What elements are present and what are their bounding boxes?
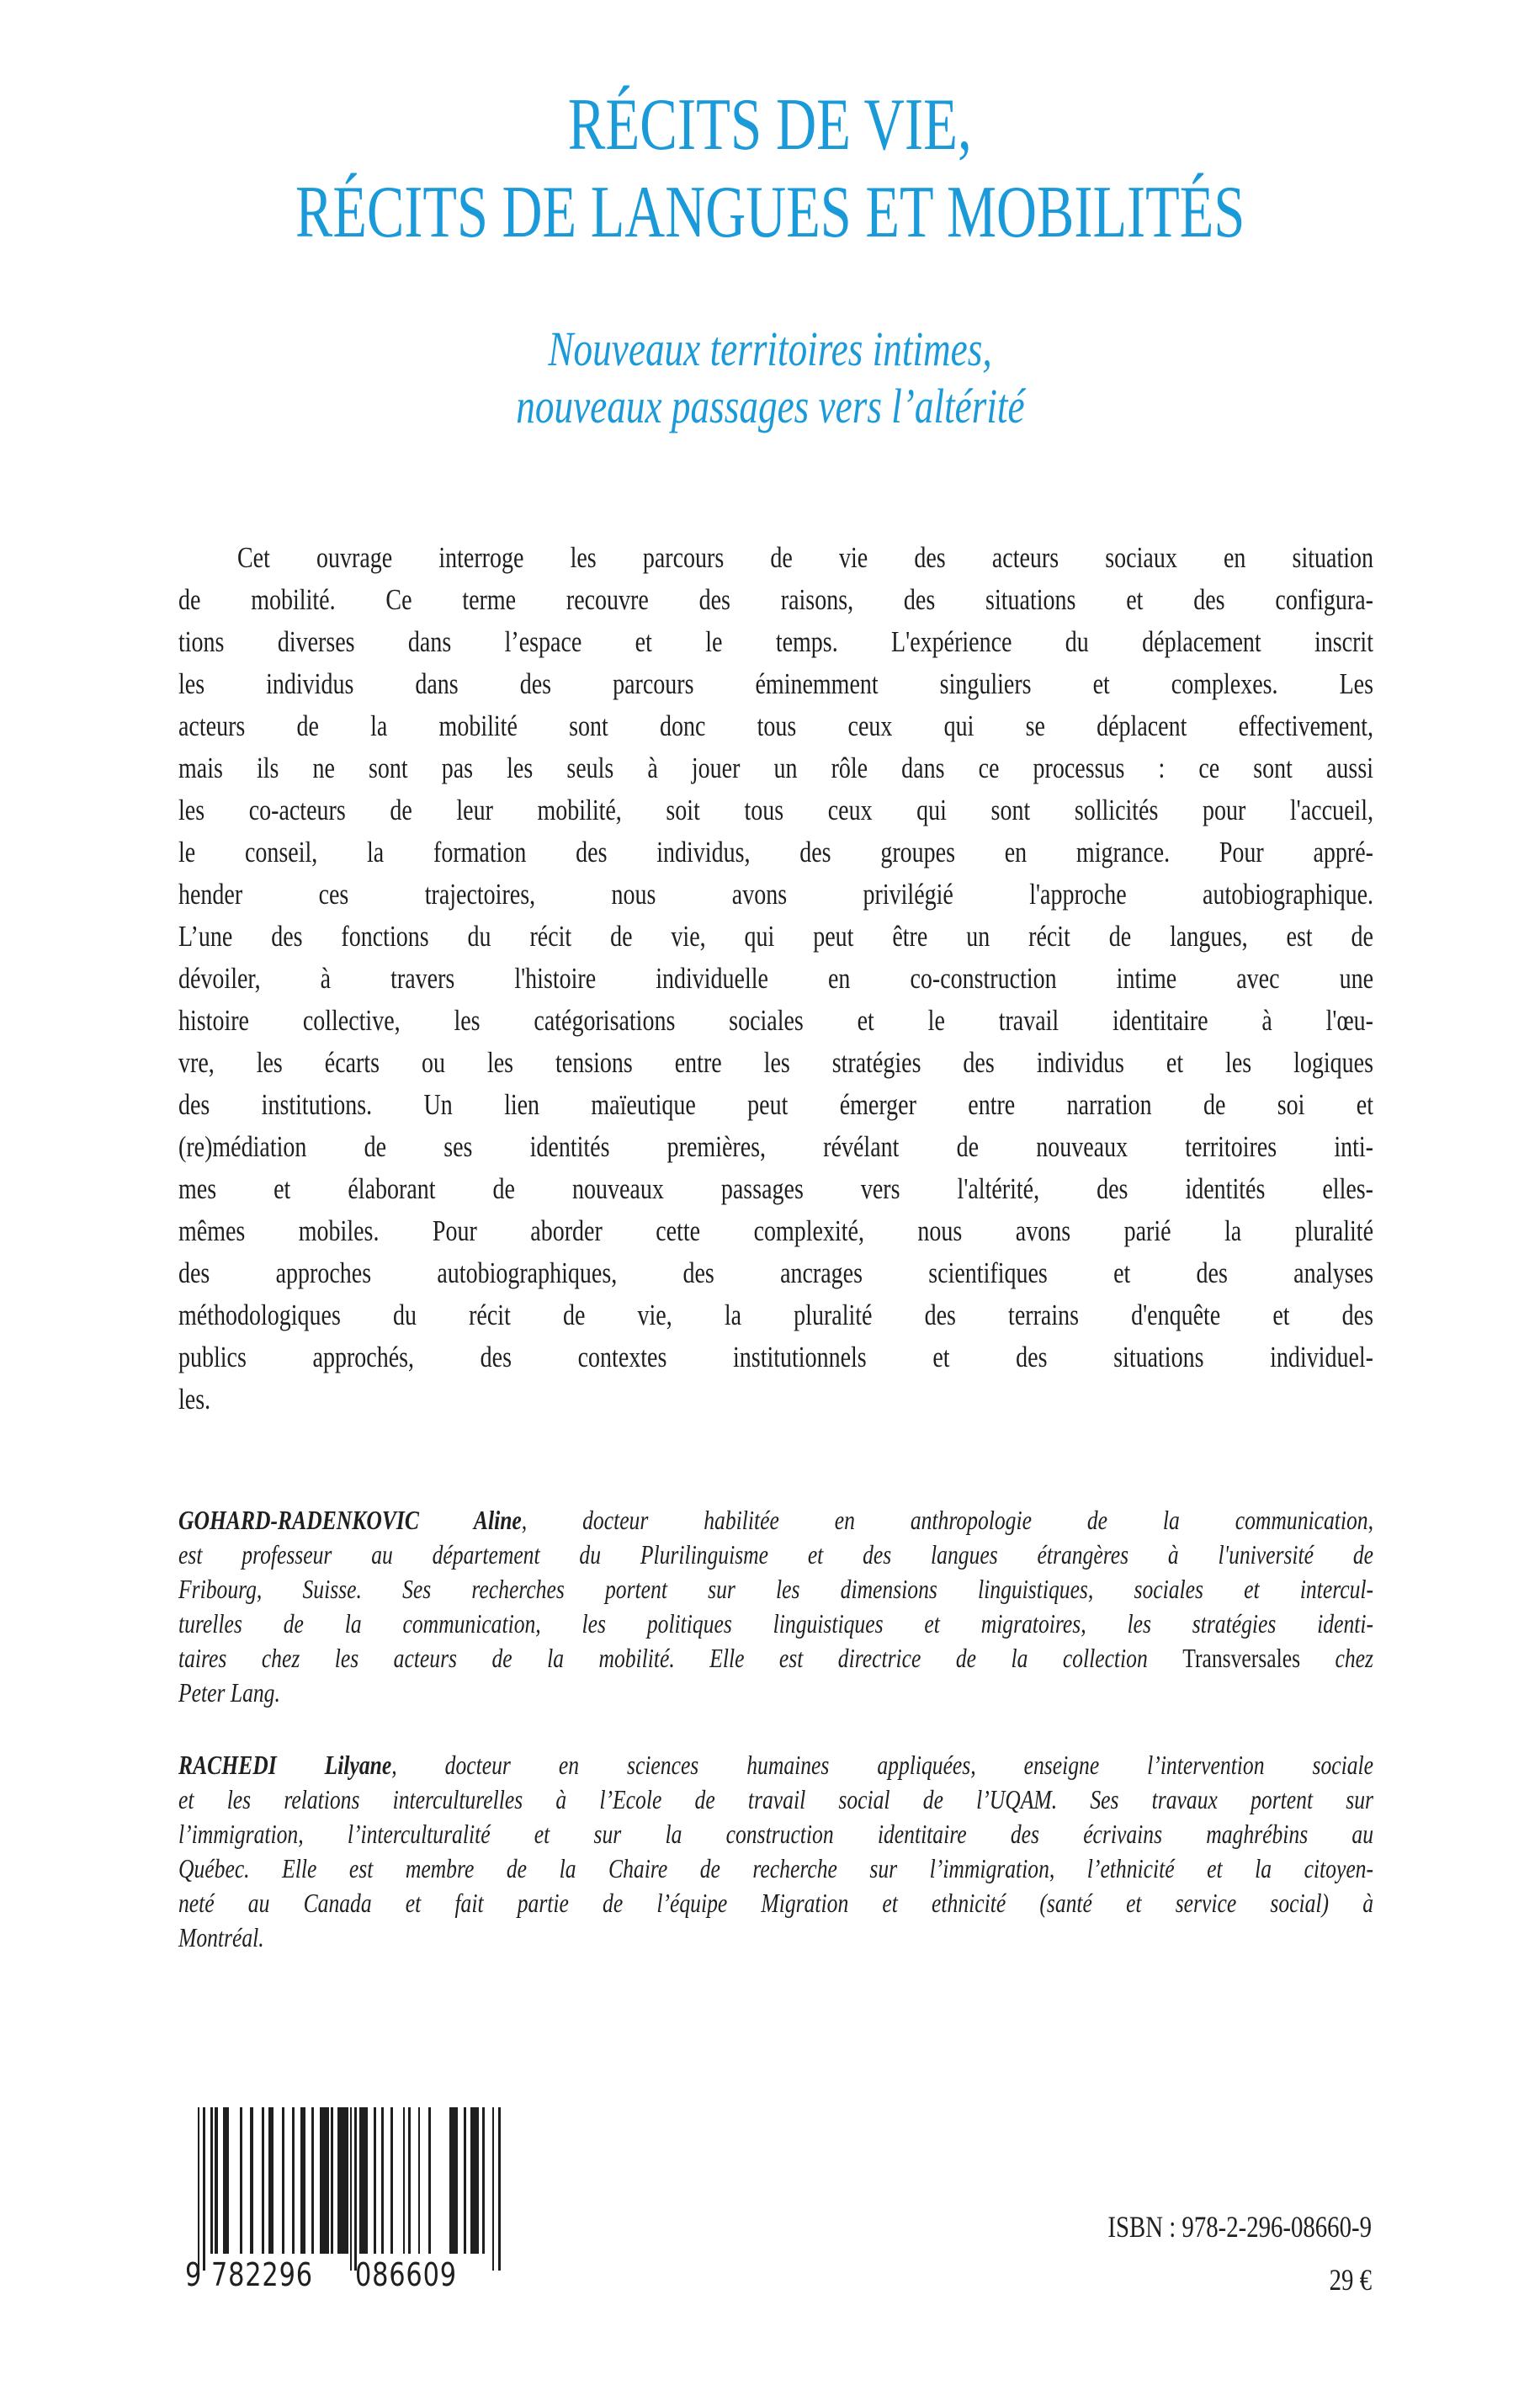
- summary-line: dévoiler, à travers l'histoire individuelle en co-construction intime avec une: [178, 962, 1373, 995]
- summary-line: le conseil, la formation des individus, des groupes en migrance. Pour appré-: [178, 836, 1373, 868]
- summary-line: des institutions. Un lien maïeutique peut émerger entre narration de soi et: [178, 1088, 1373, 1121]
- summary-line: mêmes mobiles. Pour aborder cette complexité, nous avons parié la pluralité: [178, 1214, 1373, 1247]
- barcode-digits-right: 086609: [355, 2256, 457, 2293]
- author-bio-last-line: Montréal.: [178, 1922, 264, 1952]
- price-label: 29 €: [1329, 2263, 1372, 2297]
- subtitle-text-2: nouveaux passages vers l’altérité: [515, 379, 1025, 433]
- subtitle-line-2: [0, 379, 1540, 433]
- subtitle-line-1: [0, 321, 1540, 376]
- summary-line: de mobilité. Ce terme recouvre des raisons, des situations et des configura-: [178, 583, 1373, 616]
- author-bio-line: turelles de la communication, les politiques linguistiques et migratoires, les stratégies identi-: [178, 1608, 1373, 1639]
- summary-line: mes et élaborant de nouveaux passages vers l'altérité, des identités elles-: [178, 1172, 1373, 1205]
- summary-line: les co-acteurs de leur mobilité, soit tous ceux qui sont sollicités pour l'accueil,: [178, 794, 1373, 826]
- barcode-icon: [198, 2107, 502, 2271]
- author-bio-line: Fribourg, Suisse. Ses recherches portent sur les dimensions linguistiques, sociales et intercul-: [178, 1574, 1373, 1604]
- summary-line: (re)médiation de ses identités premières, révélant de nouveaux territoires inti-: [178, 1130, 1373, 1163]
- summary-line: les.: [178, 1383, 211, 1416]
- author-bio-line: Québec. Elle est membre de la Chaire de recherche sur l’immigration, l’ethnicité et la citoyen-: [178, 1853, 1373, 1883]
- author-bio-line: est professeur au département du Plurilinguisme et des langues étrangères à l'université de: [178, 1539, 1373, 1570]
- title-line-1: [0, 84, 1540, 166]
- summary-line: méthodologiques du récit de vie, la pluralité des terrains d'enquête et des: [178, 1299, 1373, 1331]
- collection-name: Transversales: [1182, 1643, 1301, 1673]
- author-bio-line: [178, 1644, 1373, 1671]
- author-bio-first-line: [178, 1506, 1373, 1533]
- summary-line: histoire collective, les catégorisations sociales et le travail identitaire à l'œu-: [178, 1004, 1373, 1037]
- author-name: GOHARD-RADENKOVIC Aline: [178, 1505, 522, 1535]
- summary-line: Cet ouvrage interroge les parcours de vie des acteurs sociaux en situation: [237, 541, 1373, 574]
- summary-line: mais ils ne sont pas les seuls à jouer un rôle dans ce processus : ce sont aussi: [178, 752, 1373, 784]
- summary-line: hender ces trajectoires, nous avons privilégié l'approche autobiographique.: [178, 878, 1373, 911]
- author-bio-text: , docteur habilitée en anthropologie de la communication,: [521, 1505, 1374, 1535]
- summary-line: tions diverses dans l’espace et le temps. L'expérience du déplacement inscrit: [178, 625, 1373, 658]
- summary-line: vre, les écarts ou les tensions entre les stratégies des individus et les logiques: [178, 1046, 1373, 1079]
- summary-line: acteurs de la mobilité sont donc tous ceux qui se déplacent effectivement,: [178, 709, 1373, 742]
- subtitle-text-1: Nouveaux territoires intimes,: [548, 321, 992, 376]
- summary-line: publics approchés, des contextes institutionnels et des situations individuel-: [178, 1341, 1373, 1373]
- author-bio-text: taires chez les acteurs de la mobilité. Elle est directrice de la collection: [178, 1643, 1183, 1673]
- isbn-label: ISBN : 978-2-296-08660-9: [1107, 2210, 1372, 2244]
- title-line-2: [0, 172, 1540, 253]
- summary-line: des approches autobiographiques, des ancrages scientifiques et des analyses: [178, 1256, 1373, 1289]
- author-name: RACHEDI Lilyane: [178, 1750, 392, 1780]
- author-bio-last-line: Peter Lang.: [178, 1677, 280, 1708]
- author-bio-line: l’immigration, l’interculturalité et sur la construction identitaire des écrivains maghrébins au: [178, 1819, 1373, 1849]
- title-text-1: RÉCITS DE VIE,: [568, 84, 972, 166]
- summary-line: les individus dans des parcours éminemment singuliers et complexes. Les: [178, 667, 1373, 700]
- barcode-digit-lead: 9: [185, 2256, 202, 2293]
- author-bio-first-line: [178, 1751, 1373, 1778]
- author-bio-text: , docteur en sciences humaines appliquées, enseigne l’intervention sociale: [391, 1750, 1374, 1780]
- author-bio-line: neté au Canada et fait partie de l’équipe Migration et ethnicité (santé et service social) à: [178, 1888, 1373, 1918]
- summary-line: L’une des fonctions du récit de vie, qui peut être un récit de langues, est de: [178, 920, 1373, 953]
- author-bio-text: chez: [1300, 1643, 1374, 1673]
- author-bio-line: et les relations interculturelles à l’Ecole de travail social de l’UQAM. Ses travaux portent sur: [178, 1784, 1373, 1814]
- title-text-2: RÉCITS DE LANGUES ET MOBILITÉS: [295, 172, 1245, 253]
- barcode-digits-left: 782296: [211, 2256, 313, 2293]
